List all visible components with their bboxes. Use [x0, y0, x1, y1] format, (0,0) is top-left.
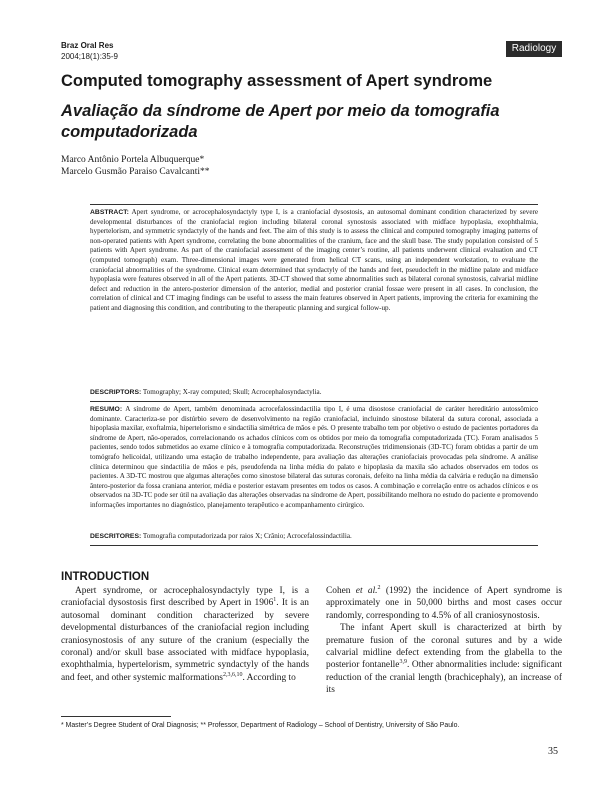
abstract	[90, 208, 538, 314]
introduction-heading: INTRODUCTION	[61, 571, 150, 583]
article-title-portuguese: Avaliação da síndrome de Apert por meio da tomografia computadorizada	[61, 102, 500, 141]
abstract-bottom-rule	[90, 545, 538, 546]
descritores-label: DESCRITORES:	[90, 533, 142, 540]
resumo-text: A síndrome de Apert, também denominada acrocefalossindactilia tipo I, é uma disostose craniofacial de caráter hereditário autossômico dominante. Caracteriza-se por distúrbio severo de desenvolvimento na região craniofacial, incluindo sinostose bilateral da sutura coronal, associada a hipoplasia maxilar, exoftalmia, hipertelorismo e sindactilia simétrica de mãos e pés. O presente trabalho tem por objetivo o estudo de pacientes portadores da síndrome de Apert, não-operados, correlacionando os achados clínicos com os obtidos por meio da tomografia computadorizada (TC). Foram analisados 5 pacientes, sendo todos submetidos ao exame clínico e à tomografia computadorizada. Reconstruções tridimensionais (3D-TC) foram obtidas a partir de um tomógrafo helicoidal, utilizando uma estação de trabalho independente, para avaliação das alterações craniofaciais provocadas pela síndrome. A análise clínica determinou que sindactilia de mãos e pés, pseudofenda na linha média do palato e hipoplasia da maxila são achados observados em todos os pacientes. A 3D-TC mostrou que algumas alterações como sinostose bilateral das suturas coronais, defeito na linha média da calvária e redução na dimensão ântero-posterior da fossa craniana anterior, média e posterior estavam presentes em todos os casos. A combinação e correlação entre os achados clínicos e os observados na 3D-TC pode ser útil na avaliação das alterações observadas na síndrome de Apert, possibilitando melhora no estudo do paciente e promovendo informações importantes no diagnóstico, planejamento terapêutico e acompanhamento cirúrgico.	[90, 405, 538, 509]
article-title-english: Computed tomography assessment of Apert syndrome	[61, 72, 493, 90]
author-name: Marco Antônio Portela Albuquerque*	[61, 155, 205, 165]
text-run: (1992) the incidence of Apert syndrome is approximately one in 50,000 births and most cases occur randomly, corresponding to 4.5% of all craniosynostosis.	[326, 586, 562, 621]
author-list	[61, 154, 210, 178]
descriptors	[90, 388, 538, 398]
abstract-separator-rule	[90, 401, 538, 402]
text-run: et al.	[355, 586, 378, 596]
section-badge: Radiology	[506, 41, 562, 57]
resumo	[90, 405, 538, 511]
descritores	[90, 532, 538, 542]
introduction-right-column	[326, 585, 562, 697]
citation-ref: 2	[377, 584, 381, 591]
abstract-label: ABSTRACT:	[90, 209, 129, 216]
introduction-paragraph	[61, 585, 309, 684]
text-run: . It is an autosomal dominant condition characterized by severe developmental disturbances of the craniofacial region including craniosynostosis of any suture of the cranium (especially the coronal) and/or skull base associated with midface hypoplasia, exophthalmia, hypertelorism, symmetric syndactyly of the hands and feet, and other systemic malformations	[61, 598, 309, 683]
journal-reference: 2004;18(1):35-9	[61, 52, 118, 61]
descriptors-text: Tomography; X-ray computed; Skull; Acrocephalosyndactylia.	[142, 388, 322, 396]
citation-ref: 1	[273, 597, 277, 604]
author-name: Marcelo Gusmão Paraiso Cavalcanti**	[61, 167, 210, 177]
citation-ref: 2,3,6,10	[222, 671, 243, 678]
descriptors-label: DESCRIPTORS:	[90, 389, 142, 396]
introduction-paragraph	[326, 622, 562, 696]
abstract-top-rule	[90, 204, 538, 205]
descritores-text: Tomografia computadorizada por raios X; Crânio; Acrocefalossindactilia.	[142, 532, 352, 540]
footnote-rule	[61, 716, 171, 717]
introduction-paragraph	[326, 585, 562, 622]
journal-info	[61, 40, 118, 62]
text-run: Apert syndrome, or acrocephalosyndactyly type I, is a craniofacial dysostosis first described by Apert in 1906	[61, 586, 309, 609]
introduction-left-column	[61, 585, 309, 684]
resumo-label: RESUMO:	[90, 406, 123, 413]
page-number: 35	[548, 746, 558, 757]
text-run: . According to	[242, 672, 296, 683]
journal-name: Braz Oral Res	[61, 41, 114, 50]
text-run: Cohen	[326, 586, 356, 596]
abstract-text: Apert syndrome, or acrocephalosyndactyly type I, is a craniofacial dysostosis, an autosomal dominant condition characterized by severe developmental disturbances of the craniofacial region including bilateral coronal synostosis associated with midface hypoplasia, exophthalmia, hypertelorism, and symmetric syndactyly of the hands and feet. The aim of this study is to assess the clinical and computed tomography imaging patterns of non-operated patients with Apert syndrome, correlating the bone abnormalities of the cranium, face and the skull base. The study population consisted of 5 patients with Apert syndrome. As part of the craniofacial assessment of the imaging center’s routine, all patients underwent clinical evaluation and CT (computed tomograph) exam. Three-dimensional images were generated from helical CT scans, using an independent workstation, to evaluate the craniofacial abnormalities of the syndrome. Clinical exam determined that syndactyly of the hands and feet, pseudocleft in the midline palate and midface hypoplasia were features observed in all of the Apert patients. 3D-CT showed that some abnormalities such as bilateral coronal synostosis, calvarial midline defect and reduction in the antero-posterior dimension of the anterior, medial and posterior cranial fossae were present in all cases. In conclusion, the correlation of clinical and CT imaging findings can be useful to assess the main features observed in Apert patients, improving the criteria for examining the patient and diagnosing this condition, and contributing to the therapeutic planning and surgical follow-up.	[90, 208, 538, 312]
text-run: . Other abnormalities include: significant reduction of the cranial length (brachicephaly), an increase of its	[326, 660, 562, 696]
citation-ref: 3,9	[399, 659, 407, 666]
text-run: The infant Apert skull is characterized at birth by premature fusion of the coronal sutures and by a wide calvarial midline defect extending from the glabella to the posterior fontanelle	[326, 623, 562, 671]
footnote: * Master’s Degree Student of Oral Diagnosis; ** Professor, Department of Radiology – School of Dentistry, University of São Paulo.	[61, 722, 460, 729]
